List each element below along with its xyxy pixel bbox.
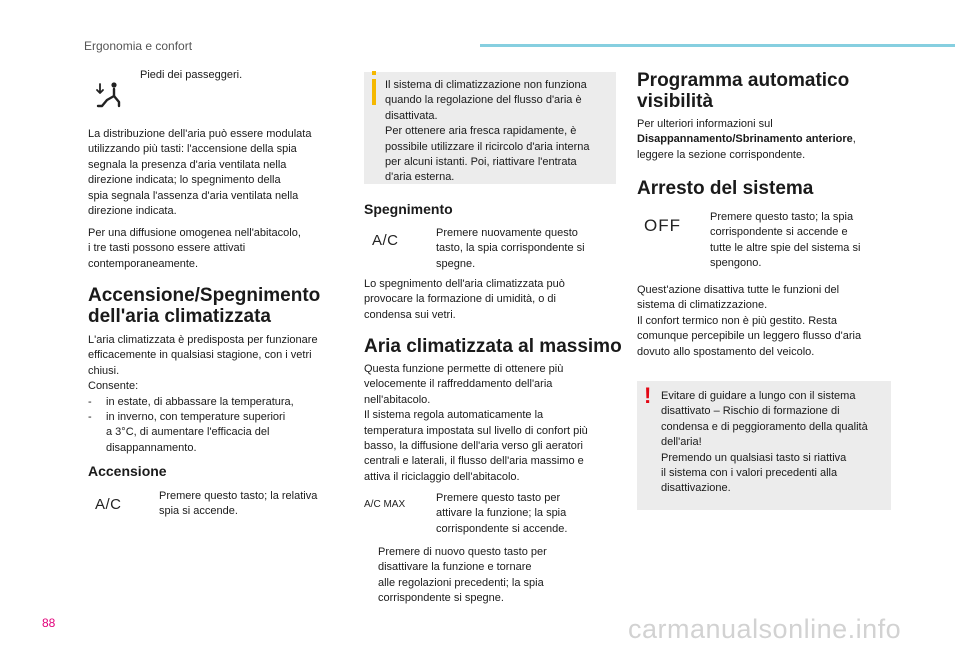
info-icon <box>372 79 376 105</box>
list-item: - in estate, di abbassare la temperatura, <box>88 395 294 408</box>
info-note: Il sistema di climatizzazione non funziona quando la regolazione del flusso d'aria è disattivata. Per ottenere aria fresca rapidamente, è possibile utilizzare il ricircolo d'aria interna per alcuni istanti. Poi, riattivare l'entrata d'aria esterna. <box>364 72 616 184</box>
header-accent-bar <box>480 44 955 47</box>
list-item: - in inverno, con temperature superiori <box>88 411 286 424</box>
warning-note: ! Evitare di guidare a lungo con il sistema disattivato – Rischio di formazione di condensa e di peggioramento della qualità dell'aria! Premendo un qualsiasi tasto si riattiva il sistema con i valori precedenti alla disattivazione. <box>637 381 891 510</box>
warning-icon: ! <box>644 383 652 408</box>
feet-vent-icon <box>94 82 126 115</box>
ac-max-off-instruction: Premere di nuovo questo tasto per disattivare la funzione e tornare alle regolazioni precedenti; la spia corrispondente si spegne. <box>378 546 547 605</box>
paragraph-air-distribution: La distribuzione dell'aria può essere modulata utilizzando più tasti: l'accensione della spia segnala la presenza d'aria ventilata nella direzione indicata; lo spegnimento della spia segnala l'assenza d'aria ventilata nella direzione indicata. <box>88 128 312 218</box>
ac-on-instruction: Premere questo tasto; la relativa spia si accende. <box>159 490 318 518</box>
paragraph-condensation: Lo spegnimento dell'aria climatizzata può provocare la formazione di umidità, o di condensa sui vetri. <box>364 278 565 321</box>
off-instruction: Premere questo tasto; la spia corrispondente si accende e tutte le altre spie del sistema si spengono. <box>710 211 861 270</box>
paragraph-system-off: Quest'azione disattiva tutte le funzioni del sistema di climatizzazione. Il confort termico non è più gestito. Resta comunque percepibile un leggero flusso d'aria dovuto allo spostamento del veicolo. <box>637 284 862 358</box>
heading-ac-on-off: Accensione/Spegnimento dell'aria climatizzata <box>88 285 321 327</box>
subheading-accensione: Accensione <box>88 463 167 479</box>
heading-system-stop: Arresto del sistema <box>637 178 814 199</box>
page-number: 88 <box>42 616 56 630</box>
paragraph-visibility-ref: Per ulteriori informazioni sul Disappannamento/Sbrinamento anteriore, leggere la sezione corrispondente. <box>637 118 856 161</box>
watermark: carmanualsonline.info <box>628 614 902 644</box>
paragraph-max-ac: Questa funzione permette di ottenere più velocemente il raffreddamento dell'aria nell'abitacolo. Il sistema regola automaticamente la temperatura impostata sul livello di confort più basso, la diffusione dell'aria verso gli aeratori centrali e laterali, il flusso dell'aria massimo e attiva il riciclaggio dell'abitacolo. <box>364 363 588 483</box>
ac-button[interactable]: A/C <box>95 496 122 513</box>
section-title: Ergonomia e confort <box>84 39 193 53</box>
heading-max-ac: Aria climatizzata al massimo <box>364 336 622 357</box>
ac-off-button[interactable]: A/C <box>372 232 399 249</box>
ac-off-instruction: Premere nuovamente questo tasto, la spia corrispondente si spegne. <box>436 227 585 270</box>
paragraph-homogeneous: Per una diffusione omogenea nell'abitacolo, i tre tasti possono essere attivati contemporaneamente. <box>88 227 301 270</box>
paragraph-ac-description: L'aria climatizzata è predisposta per funzionare efficacemente in qualsiasi stagione, con i vetri chiusi. Consente: - in estate, di abbassare la temperatura, - in inverno, con temperature superiori a 3°C, di aumentare l'efficacia del disappannamento. <box>88 333 350 456</box>
ac-max-instruction: Premere questo tasto per attivare la funzione; la spia corrispondente si accende. <box>436 492 568 535</box>
feet-label: Piedi dei passeggeri. <box>140 69 243 81</box>
subheading-spegnimento: Spegnimento <box>364 201 453 217</box>
off-button[interactable]: OFF <box>644 216 681 235</box>
heading-auto-visibility: Programma automatico visibilità <box>637 70 850 112</box>
ac-max-button[interactable]: A/C MAX <box>364 499 406 510</box>
